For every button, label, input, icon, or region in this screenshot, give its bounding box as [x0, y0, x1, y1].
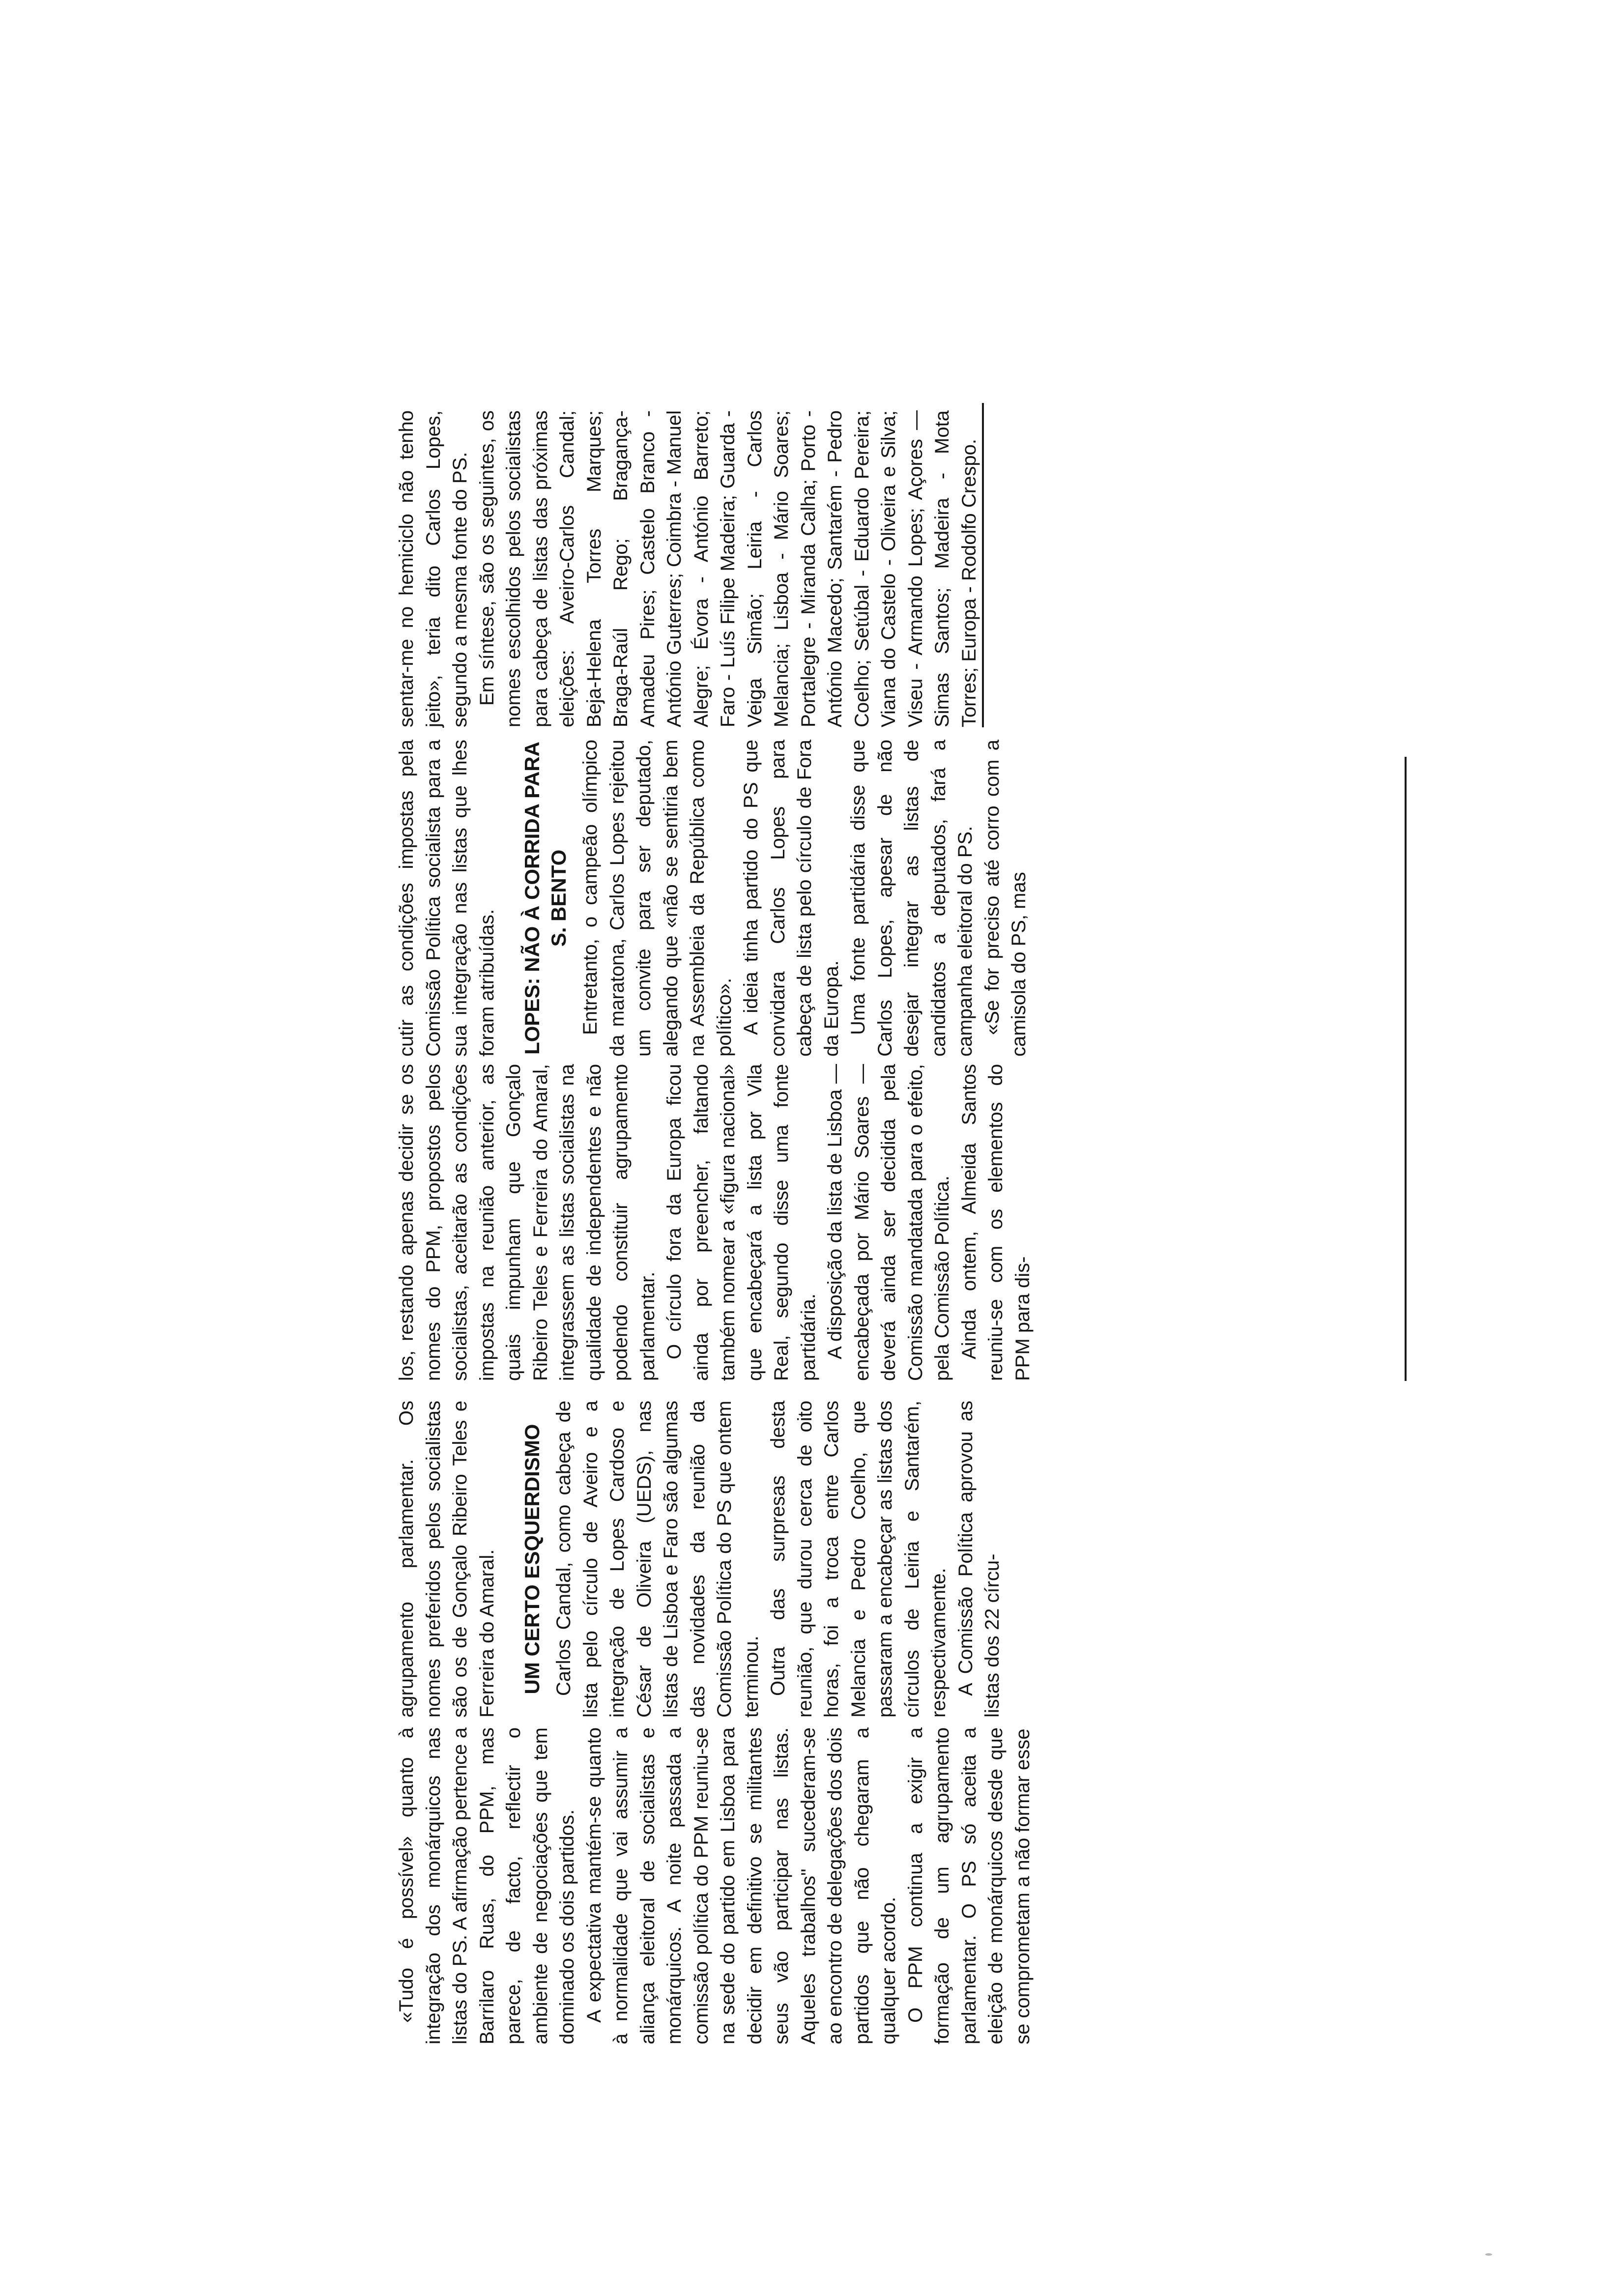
end-rule	[982, 403, 984, 727]
paragraph: sentar-me no hemiciclo não tenho jeito», teria dito Carlos Lopes, segundo a mesma fonte do PS.	[396, 410, 471, 727]
paragraph: O círculo fora da Europa ficou ainda por preencher, faltando também nomear a «figura nacional» que encabeçará a lista por Vila Real, segundo disse uma fonte partidária.	[663, 1064, 819, 1381]
paragraph: los, restando apenas decidir se os nomes do PPM, propostos pelos socialistas, aceitarão as condições impostas na reunião anterior, as quais impunham que Gonçalo Ribeiro Teles e Ferreira do Amaral, integrassem as listas socialistas na qualidade de independentes e não podendo constituir agrupamento parlamentar.	[396, 1064, 659, 1381]
article-column-3	[393, 1064, 1036, 1381]
column-rule	[1405, 757, 1407, 1381]
article-column-2	[393, 1401, 1006, 1718]
paragraph: Em síntese, são os seguintes, os nomes escolhidos pelos socialistas para cabeça de listas das próximas eleições: Aveiro-Carlos Candal; Beja-Helena Torres Marques; Braga-Raúl Rego; Bragança-Amadeu Pires; Castelo Branco - António Guterres; Coimbra - Manuel Alegre; Évora - António Barreto; Faro - Luís Filipe Madeira; Guarda - Veiga Simão; Leiria - Carlos Melancia; Lisboa - Mário Soares; Portalegre - Miranda Calha; Porto - António Macedo; Santarém - Pedro Coelho; Setúbal - Eduardo Pereira; Viana do Castelo - Oliveira e Silva; Viseu - Armando Lopes; Açores — Simas Santos; Madeira - Mota Torres; Europa - Rodolfo Crespo.	[476, 410, 980, 727]
paragraph: Uma fonte partidária disse que Carlos Lopes, apesar de não desejar integrar as listas de candidatos a deputados, fará a campanha eleitoral do PS.	[847, 740, 976, 1057]
paragraph: agrupamento parlamentar. Os nomes preferidos pelos socialistas são os de Gonçalo Ribeiro Teles e Ferreira do Amaral.	[396, 1401, 498, 1718]
paragraph: «Tudo é possível» quanto à integração dos monárquicos nas listas do PS. A afirmação pertence a Barrilaro Ruas, do PPM, mas parece, de facto, reflectir o ambiente de negociações que tem dominado os dois partidos.	[396, 1727, 578, 2044]
subheading-esquerdismo: UM CERTO ESQUERDISMO	[520, 1424, 544, 1694]
paragraph: cutir as condições impostas pela Comissão Política socialista para a sua integração nas listas que lhes foram atribuídas.	[396, 740, 498, 1057]
article-column-5	[393, 410, 982, 727]
rotated-newspaper-page	[393, 403, 1612, 2044]
paragraph: Outra das surpresas desta reunião, que durou cerca de oito horas, foi a troca entre Carlos Melancia e Pedro Coelho, que passaram a encabeçar as listas dos círculos de Leiria e Santarém, respectivamente.	[767, 1401, 950, 1718]
paragraph: «Se for preciso até corro com a camisola do PS, mas	[981, 740, 1030, 1057]
paragraph: Entretanto, o campeão olímpico da maratona, Carlos Lopes rejeitou um convite para ser deputado, alegando que «não se sentiria bem na Assembleia da República como político».	[579, 740, 735, 1057]
scan-speck	[1485, 2253, 1492, 2256]
article-column-1	[393, 1727, 1036, 2044]
paragraph: A expectativa mantém-se quanto à normalidade que vai assumir a aliança eleitoral de socialistas e monárquicos. A noite passada a comissão política do PPM reuniu-se na sede do partido em Lisboa para decidir em definitivo se militantes seus vão participar nas listas. Aqueles trabalhos" sucederam-se ao encontro de delegações dos dois partidos que não chegaram a qualquer acordo.	[583, 1727, 899, 2044]
paragraph: O PPM continua a exigir a formação de um agrupamento parlamentar. O PS só aceita a eleição de monárquicos desde que se comprometam a não formar esse	[904, 1727, 1034, 2044]
paragraph: A Comissão Política aprovou as listas dos 22 círcu-	[954, 1401, 1003, 1718]
paragraph: A disposição da lista de Lisboa — encabeçada por Mário Soares — deverá ainda ser decidida pela Comissão mandatada para o efeito, pela Comissão Política.	[824, 1064, 953, 1381]
paragraph: Carlos Candal, como cabeça de lista pelo círculo de Aveiro e a integração de Lopes Cardoso e César de Oliveira (UEDS), nas listas de Lisboa e Faro são algumas das novidades da reunião da Comissão Política do PS que ontem terminou.	[553, 1401, 762, 1718]
paragraph: A ideia tinha partido do PS que convidara Carlos Lopes para cabeça de lista pelo círculo de Fora da Europa.	[740, 740, 842, 1057]
paragraph: Ainda ontem, Almeida Santos reuniu-se com os elementos do PPM para dis-	[958, 1064, 1034, 1381]
article-column-4	[393, 740, 1033, 1057]
subheading-lopes: LOPES: NÃO À CORRIDA PARA S. BENTO	[520, 742, 570, 1055]
